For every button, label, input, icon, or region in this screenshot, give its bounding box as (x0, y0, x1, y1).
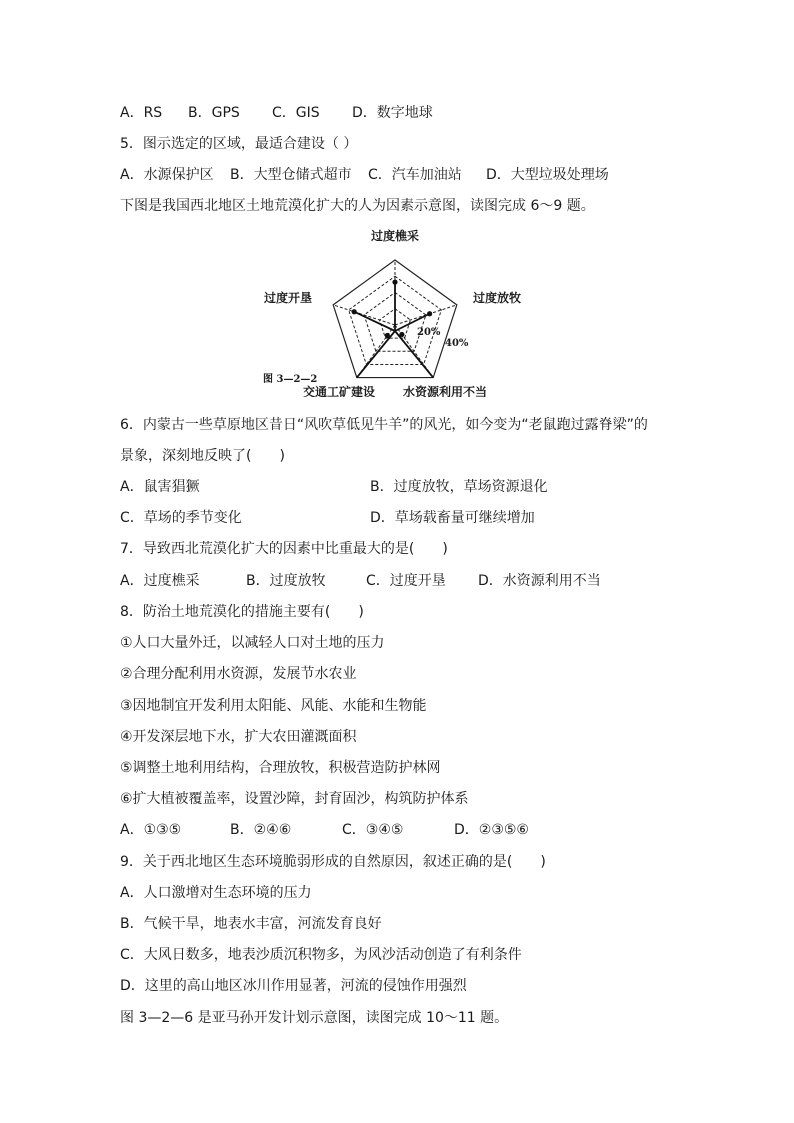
q5-option-c: C．汽车加油站 (368, 167, 462, 183)
q8-item-3: ③因地制宜开发利用太阳能、风能、水能和生物能 (120, 698, 427, 714)
grid-spoke-5 (333, 305, 395, 325)
value-line-5 (354, 312, 395, 331)
q6-stem-line1: 6．内蒙古一些草原地区昔日“风吹草低见牛羊”的风光，如今变为“老鼠跑过露脊梁”的 (120, 417, 648, 433)
q9-option-a: A．人口激增对生态环境的压力 (120, 885, 312, 901)
q8-item-6: ⑥扩大植被覆盖率，设置沙障，封育固沙，构筑防护体系 (120, 791, 469, 807)
q9-option-b: B．气候干旱，地表水丰富，河流发育良好 (120, 916, 382, 932)
q5-stem: 5．图示选定的区域，最适合建设（ ） (120, 136, 358, 152)
axis-label-over-reclamation: 过度开垦 (264, 291, 313, 305)
axis-label-transport-mining: 交通工矿建设 (303, 385, 376, 397)
q6-option-d: D．草场载畜量可继续增加 (370, 510, 535, 526)
figure-caption: 图 3—2—2 (263, 374, 318, 385)
q8-option-c: C．③④⑤ (342, 822, 404, 838)
q6-option-c: C．草场的季节变化 (120, 510, 242, 526)
ring-label-20: 20% (417, 327, 441, 338)
q8-option-b: B．②④⑥ (230, 822, 292, 838)
q4-option-d: D．数字地球 (352, 105, 433, 121)
q6-option-b: B．过度放牧，草场资源退化 (370, 479, 548, 495)
q8-option-a: A．①③⑤ (120, 822, 182, 838)
q8-item-1: ①人口大量外迁，以减轻人口对土地的压力 (120, 635, 385, 651)
axis-label-overcutting: 过度樵采 (370, 229, 420, 243)
q9-option-d: D．这里的高山地区冰川作用显著，河流的侵蚀作用强烈 (120, 978, 467, 994)
value-point-3 (399, 332, 404, 337)
q7-stem: 7．导致西北荒漠化扩大的因素中比重最大的是( ) (120, 541, 448, 557)
q9-option-c: C．大风日数多，地表沙质沉积物多，为风沙活动创造了有利条件 (120, 947, 522, 963)
q7-option-d: D．水资源利用不当 (478, 573, 601, 589)
value-point-2 (427, 311, 432, 316)
q4-option-a: A．RS (120, 105, 163, 121)
q4-option-b: B．GPS (188, 105, 240, 121)
q7-option-c: C．过度开垦 (366, 573, 446, 589)
value-point-1 (392, 280, 397, 285)
q5-option-a: A．水源保护区 (120, 167, 214, 183)
intro-6-9: 下图是我国西北地区土地荒漠化扩大的人为因素示意图，读图完成 6～9 题。 (120, 198, 595, 214)
q7-option-a: A．过度樵采 (120, 573, 200, 589)
q8-stem: 8．防治土地荒漠化的措施主要有( ) (120, 604, 364, 620)
ring-label-40: 40% (445, 338, 469, 349)
q5-option-b: B．大型仓储式超市 (230, 167, 352, 183)
q6-option-a: A．鼠害猖獗 (120, 479, 200, 495)
radar-diagram (255, 225, 545, 397)
q8-option-d: D．②③⑤⑥ (454, 822, 529, 838)
q6-stem-line2: 景象，深刻地反映了( ) (120, 448, 285, 464)
outro-10-11: 图 3—2—6 是亚马孙开发计划示意图，读图完成 10～11 题。 (120, 1010, 509, 1026)
q7-option-b: B．过度放牧 (246, 573, 326, 589)
q8-item-2: ②合理分配利用水资源，发展节水农业 (120, 666, 357, 682)
q8-item-4: ④开发深层地下水，扩大农田灌溉面积 (120, 729, 357, 745)
q9-stem: 9．关于西北地区生态环境脆弱形成的自然原因，叙述正确的是( ) (120, 854, 546, 870)
q8-item-5: ⑤调整土地利用结构，合理放牧，积极营造防护林网 (120, 760, 441, 776)
value-point-5 (352, 309, 357, 314)
axis-label-overgrazing: 过度放牧 (473, 291, 522, 305)
value-point-4 (385, 333, 390, 338)
axis-label-water-misuse: 水资源利用不当 (403, 385, 488, 397)
q4-option-c: C．GIS (272, 105, 320, 121)
q5-option-d: D．大型垃圾处理场 (486, 167, 609, 183)
